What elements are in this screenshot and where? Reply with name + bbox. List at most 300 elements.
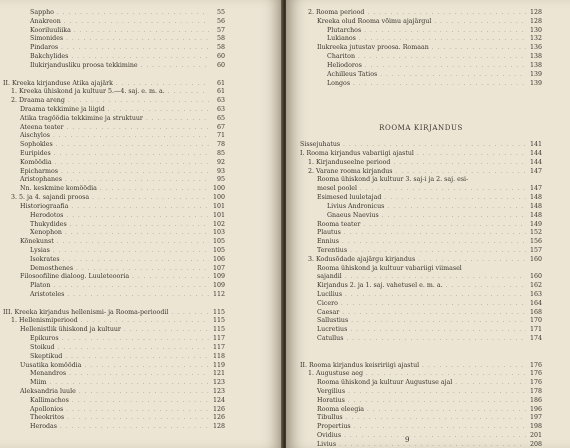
toc-entry-title: Ilukirjandusliku proosa tekkimine [30,61,138,69]
toc-entry-page: 138 [529,61,542,69]
toc-entry-title: 1. Kreeka ühiskond ja kultuur 5.—4. saj. e. m. a. [11,88,165,96]
toc-entry-title: Atika tragöödia tekkimine ja struktuur [20,114,143,122]
dot-leader [339,441,526,448]
toc-entry-title: Rooma ühiskond ja kultuur 3. saj-i ja 2. saj. esi- [317,176,469,184]
toc-entry-page: 67 [216,123,225,131]
toc-entry-page: 103 [212,229,225,237]
toc-entry [300,379,542,388]
dot-leader [67,414,209,423]
toc-entry-page: 148 [529,211,542,219]
toc-entry [3,370,225,379]
toc-entry [3,317,225,326]
toc-entry-title: Horatius [317,396,345,404]
toc-entry-title: Kirjandus 2. ja 1. saj. vahetusel e. m. a. [317,282,443,290]
dot-leader [351,317,526,326]
toc-entry [3,221,225,230]
toc-entry-title: Aleksandria luule [20,387,76,395]
right-toc [300,9,542,448]
toc-entry [300,326,542,335]
toc-entry-title: Ovidius [317,432,342,439]
toc-entry-title: Filosoofiline dialoog. Luuleteooria [20,273,130,281]
toc-entry [300,423,542,432]
toc-entry [3,344,225,353]
toc-entry [300,370,542,379]
toc-entry [300,62,542,71]
toc-entry-title: sajandil [317,273,342,281]
toc-spacer [300,88,542,97]
toc-entry [300,229,542,238]
dot-leader [354,423,526,432]
toc-entry [300,80,542,89]
toc-entry-page: 63 [216,97,225,105]
section-heading [300,124,542,133]
toc-entry [300,194,542,203]
toc-entry-page: 92 [216,158,225,166]
toc-entry-page: 100 [212,185,225,193]
toc-entry-page: 148 [529,202,542,210]
toc-entry [3,212,225,221]
toc-entry-page: 148 [529,194,542,202]
toc-entry [300,203,542,212]
toc-entry-page: 139 [529,70,542,78]
toc-entry-title: III. Kreeka kirjandus hellenismi- ja Rooma-perioodil [3,308,169,316]
dot-leader [382,212,526,221]
toc-entry-title: Lucilius [317,291,343,298]
toc-entry-title: 3. Kodusõdade ajajärgu kirjandus [308,255,416,263]
toc-entry [300,432,542,441]
toc-entry-title: Kallimachos [30,396,69,404]
toc-entry [3,159,225,168]
toc-entry [3,27,225,36]
toc-entry-title: Miim [30,379,47,387]
toc-entry-page: 149 [529,220,542,228]
dot-leader [341,300,526,309]
toc-entry [300,414,542,423]
toc-entry [3,309,225,318]
toc-entry [3,247,225,256]
toc-entry [300,141,542,150]
toc-entry-title: Apollonios [30,405,64,413]
dot-leader [61,44,209,53]
toc-entry-page: 121 [212,370,225,378]
toc-entry-page: 128 [529,17,542,25]
dot-leader [432,44,526,53]
dot-leader [348,388,526,397]
toc-entry-title: Rooma ühiskond ja kultuur vabariigi viimasel [317,264,462,272]
toc-entry-page: 63 [216,105,225,113]
toc-entry [300,247,542,256]
toc-entry-title: Rooma ühiskond ja kultuur Augustuse ajal [317,379,453,387]
toc-entry-page: 124 [212,396,225,404]
toc-entry-page: 147 [529,167,542,175]
dot-leader [74,27,209,36]
toc-entry-page: 115 [212,317,225,325]
dot-leader [363,221,526,230]
dot-leader [71,203,209,212]
toc-entry-title: Thukydides [30,220,67,228]
toc-entry-page: 101 [212,202,225,210]
toc-entry [300,388,542,397]
toc-entry-page: 60 [216,53,225,61]
dot-leader [65,353,209,362]
toc-entry [3,150,225,159]
toc-entry [300,18,542,27]
toc-entry-title: Lucretius [317,326,348,334]
dot-leader [345,273,526,282]
toc-entry-page: 176 [529,379,542,387]
toc-entry-page: 117 [212,335,225,343]
dot-leader [92,194,209,203]
dot-leader [358,53,526,62]
toc-entry [300,168,542,177]
toc-entry-page: 178 [529,387,542,395]
toc-entry-title: Catullus [317,335,344,343]
dot-leader [67,291,209,300]
toc-entry-title: I. Rooma kirjandus vabariigi ajastul [300,150,414,157]
toc-entry-page: 61 [216,88,225,96]
toc-entry-title: Plutarchos [327,26,362,34]
toc-entry-title: 1. Augustuse aeg [308,370,363,378]
dot-leader [53,132,209,141]
toc-entry [3,273,225,282]
left-toc [3,9,225,432]
toc-entry [3,80,225,89]
toc-entry-title: Terentius [317,246,348,254]
toc-entry-page: 139 [529,79,542,87]
toc-entry-title: Epikuros [30,335,59,343]
toc-entry [3,194,225,203]
toc-spacer [3,300,225,309]
toc-entry-title: Chariton [327,53,356,61]
toc-entry-title: Simonides [30,35,64,43]
dot-leader [171,309,209,318]
toc-spacer [3,71,225,80]
dot-leader [54,150,209,159]
dot-leader [100,185,209,194]
toc-entry [3,53,225,62]
toc-entry [300,238,542,247]
toc-entry [3,256,225,265]
toc-entry-page: 57 [216,26,225,34]
dot-leader [64,18,209,27]
toc-entry [3,106,225,115]
toc-entry-title: Demosthenes [30,264,74,272]
toc-entry [300,397,542,406]
dot-leader [384,194,526,203]
toc-entry [300,185,542,194]
toc-entry-page: 196 [529,405,542,413]
dot-leader [348,397,526,406]
toc-entry [3,141,225,150]
toc-entry [3,35,225,44]
toc-entry-title: Komöödia [20,158,52,166]
toc-entry [300,256,542,265]
toc-entry-page: 130 [529,26,542,34]
toc-entry [300,176,542,185]
toc-entry [3,282,225,291]
dot-leader [350,326,526,335]
toc-entry [3,353,225,362]
dot-leader [57,238,209,247]
toc-entry-page: 65 [216,114,225,122]
toc-entry [3,238,225,247]
toc-entry-page: 58 [216,35,225,43]
dot-leader [380,71,526,80]
toc-entry [300,362,542,371]
toc-entry-title: 2. Varane rooma kirjandus [308,167,393,175]
toc-entry [3,335,225,344]
toc-entry-page: 95 [216,176,225,184]
dot-leader [366,370,526,379]
toc-entry-title: Propertius [317,423,351,431]
toc-entry-title: Historiograafia [20,202,69,210]
dot-leader [65,229,209,238]
dot-leader [53,282,209,291]
dot-leader [343,141,526,150]
toc-entry-title: Aristoteles [30,291,65,298]
toc-entry-page: 100 [212,194,225,202]
section-heading-text: ROOMA KIRJANDUS [379,123,463,132]
toc-entry-page: 126 [212,405,225,413]
toc-entry-title: Vergilius [317,387,346,395]
toc-spacer [300,106,542,115]
toc-entry-title: Longos [327,79,351,87]
toc-entry-page: 119 [212,361,225,369]
toc-entry-page: 201 [529,432,542,439]
dot-leader [116,80,209,89]
toc-entry-page: 132 [529,35,542,43]
toc-entry-page: 163 [529,291,542,298]
toc-entry-page: 174 [529,335,542,343]
toc-entry [300,44,542,53]
toc-entry-title: Sappho [30,9,54,16]
toc-entry-page: 109 [212,273,225,281]
toc-entry-title: Ennius [317,238,340,246]
toc-entry-page: 164 [529,299,542,307]
dot-leader [62,335,209,344]
toc-entry-title: Euripides [20,150,51,157]
toc-entry-title: Sophokles [20,141,53,149]
toc-entry-title: Kõnekunst [20,238,54,246]
toc-spacer [300,344,542,353]
dot-leader [367,406,526,415]
toc-entry-title: Aristophanes [20,176,62,184]
dot-leader [353,80,526,89]
dot-leader [393,159,526,168]
toc-entry [300,406,542,415]
toc-entry-title: Herodas [30,423,58,431]
dot-leader [65,176,209,185]
toc-entry-title: Ateena teater [20,123,64,131]
toc-entry-title: 3. 5. ja 4. sajandi proosa [11,194,90,202]
toc-entry-title: Xenophon [30,229,62,237]
toc-entry-title: Aischylos [20,132,50,140]
toc-entry-page: 106 [212,255,225,263]
toc-entry [3,379,225,388]
toc-entry-page: 115 [212,326,225,334]
toc-entry-page: 168 [529,308,542,316]
toc-entry [3,9,225,18]
dot-leader [60,423,209,432]
page-number: 9 [405,436,410,444]
dot-leader [360,185,526,194]
dot-leader [124,326,209,335]
toc-entry [300,335,542,344]
toc-entry-title: Cicero [317,299,338,307]
toc-entry-title: Esimesed luuletajad [317,194,382,202]
toc-entry-page: 152 [529,229,542,237]
toc-entry [300,35,542,44]
toc-entry-page: 157 [529,246,542,254]
toc-entry [3,88,225,97]
dot-leader [346,335,526,344]
toc-entry-page: 128 [212,423,225,431]
toc-spacer [300,115,542,124]
toc-entry-title: Sissejuhatus [300,141,341,149]
toc-entry-page: 85 [216,150,225,157]
toc-entry-title: Stoikud [30,343,55,351]
toc-entry [3,185,225,194]
toc-entry-title: II. Kreeka kirjanduse Atika ajajärk [3,79,113,87]
toc-entry [300,27,542,36]
toc-entry-page: 102 [212,220,225,228]
toc-entry-page: 58 [216,44,225,52]
toc-entry [3,265,225,274]
toc-entry-title: Nn. keskmine komöödia [20,185,97,193]
toc-entry-title: Ilukreeka jutustav proosa. Romaan [317,44,429,52]
dot-leader [396,168,526,177]
toc-entry [3,423,225,432]
dot-leader [70,221,209,230]
dot-leader [418,256,526,265]
toc-entry-page: 198 [529,423,542,431]
toc-entry-title: Kooriluuliika [30,26,71,34]
toc-entry-page: 123 [212,379,225,387]
toc-entry [300,309,542,318]
toc-entry-page: 118 [212,352,225,360]
toc-entry [300,282,542,291]
toc-entry-page: 126 [212,414,225,422]
dot-leader [417,150,526,159]
toc-entry-title: 1. Kirjanduseelne periood [308,158,391,166]
dot-leader [387,203,526,212]
toc-entry-title: Rooma teater [317,220,361,228]
toc-entry [3,62,225,71]
toc-entry-title: Achilleus Tatios [327,70,378,78]
toc-entry [300,291,542,300]
toc-entry [3,124,225,133]
toc-entry-title: 2. Rooma periood [308,9,365,16]
toc-entry-title: Menandros [30,370,67,378]
dot-leader [446,282,526,291]
toc-entry-page: 123 [212,387,225,395]
toc-entry-title: Tibullus [317,414,343,422]
toc-entry [3,18,225,27]
toc-entry [3,388,225,397]
toc-entry-title: 2. Draama areng [11,97,65,105]
toc-entry-page: 170 [529,317,542,325]
dot-leader [344,229,526,238]
toc-entry-page: 156 [529,238,542,246]
toc-spacer [300,97,542,106]
toc-entry-title: Caesar [317,308,340,316]
dot-leader [342,238,526,247]
toc-entry-title: Livius [317,440,337,448]
dot-leader [63,256,209,265]
toc-entry-page: 105 [212,238,225,246]
toc-entry [300,150,542,159]
dot-leader [345,291,526,300]
dot-leader [359,35,526,44]
toc-entry-page: 144 [529,150,542,157]
toc-entry [3,414,225,423]
toc-spacer [300,132,542,141]
toc-entry [3,132,225,141]
toc-entry-page: 109 [212,282,225,290]
toc-entry [300,71,542,80]
toc-entry [300,53,542,62]
toc-entry [3,168,225,177]
toc-entry [3,229,225,238]
toc-spacer [300,353,542,362]
toc-entry-page: 141 [529,141,542,149]
toc-entry-title: Anakreon [30,17,61,25]
dot-leader [71,53,209,62]
dot-leader [367,9,526,18]
toc-entry-page: 112 [212,291,225,298]
toc-entry-page: 55 [216,9,225,16]
toc-entry [300,221,542,230]
dot-leader [346,414,526,423]
toc-entry-title: Heliodoros [327,61,362,69]
toc-entry [3,176,225,185]
toc-entry-page: 117 [212,343,225,351]
toc-entry-title: Bakchylides [30,53,69,61]
toc-entry [3,97,225,106]
toc-entry-page: 56 [216,17,225,25]
toc-entry-title: II. Rooma kirjandus keisririigi ajastul [300,361,420,369]
dot-leader [342,309,526,318]
toc-entry-page: 160 [529,255,542,263]
dot-leader [350,247,526,256]
toc-entry-page: 61 [216,79,225,87]
dot-leader [72,397,209,406]
dot-leader [67,124,209,133]
toc-entry-title: Lysias [30,246,50,254]
toc-entry [300,159,542,168]
toc-entry-title: Kreeka olud Rooma võimu ajajärgul [317,17,432,25]
dot-leader [57,9,209,18]
toc-entry-title: Isokrates [30,255,60,263]
toc-entry-title: Livius Andronicus [327,202,385,210]
dot-leader [81,317,209,326]
toc-entry-page: 138 [529,53,542,61]
dot-leader [76,265,209,274]
dot-leader [68,97,209,106]
toc-entry-title: Hellenistlik ühiskond ja kultuur [20,326,121,334]
toc-entry [300,317,542,326]
dot-leader [58,344,209,353]
dot-leader [141,62,209,71]
toc-entry-title: Herodotos [30,211,64,219]
dot-leader [364,27,526,36]
dot-leader [108,106,209,115]
dot-leader [53,247,209,256]
toc-entry-page: 160 [529,273,542,281]
toc-entry-page: 186 [529,396,542,404]
toc-entry-page: 101 [212,211,225,219]
toc-entry-page: 60 [216,61,225,69]
